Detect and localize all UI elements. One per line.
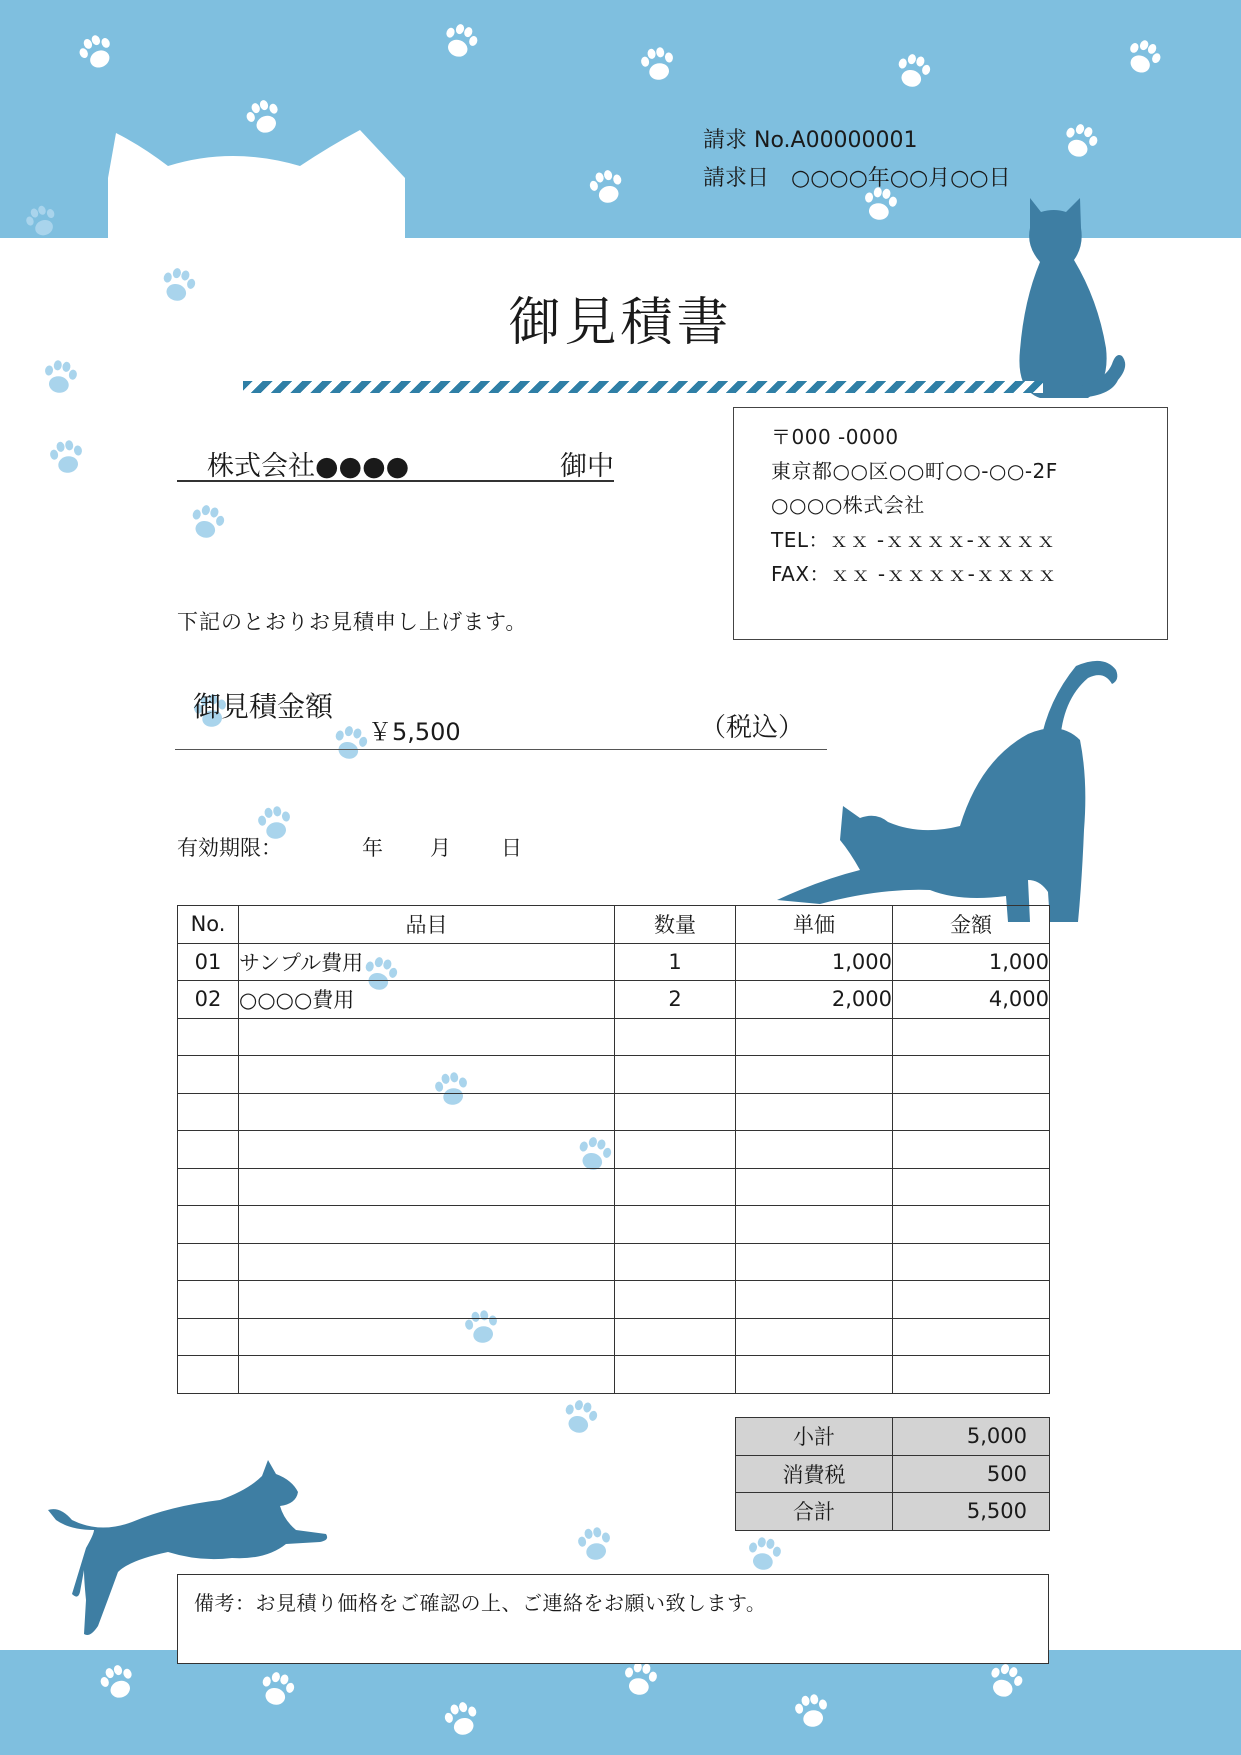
cell-qty (615, 1318, 736, 1356)
cell-item (239, 1356, 615, 1394)
summary-row-total (736, 1493, 1050, 1531)
subtotal-value: 5,000 (893, 1418, 1050, 1456)
cell-amount: 4,000 (893, 981, 1050, 1019)
table-row (178, 943, 1050, 981)
cell-unit-price: 2,000 (736, 981, 893, 1019)
cell-qty (615, 1281, 736, 1319)
table-row (178, 1318, 1050, 1356)
cell-no (178, 1168, 239, 1206)
cell-unit-price (736, 1168, 893, 1206)
table-row (178, 1281, 1050, 1319)
tax-value: 500 (893, 1455, 1050, 1493)
cell-no (178, 1318, 239, 1356)
cell-item (239, 1018, 615, 1056)
validity-label: 有効期限： (177, 836, 282, 860)
cell-qty (615, 1356, 736, 1394)
table-row (178, 1056, 1050, 1094)
cell-amount (893, 1056, 1050, 1094)
cell-amount (893, 1168, 1050, 1206)
cell-amount (893, 1018, 1050, 1056)
cell-qty (615, 1243, 736, 1281)
cell-no (178, 1356, 239, 1394)
cell-qty (615, 1168, 736, 1206)
estimate-total-amount: ￥5,500 (368, 718, 461, 746)
cell-unit-price (736, 1206, 893, 1244)
cell-unit-price (736, 1093, 893, 1131)
validity-day: 日 (501, 836, 522, 860)
items-table (177, 905, 1050, 1394)
cell-qty (615, 1056, 736, 1094)
cell-qty (615, 1131, 736, 1169)
cell-no (178, 1093, 239, 1131)
cell-item (239, 1168, 615, 1206)
table-row (178, 1356, 1050, 1394)
table-row (178, 1093, 1050, 1131)
cell-no: 01 (178, 943, 239, 981)
subtotal-label: 小計 (736, 1418, 893, 1456)
page-title: 御見積書 (508, 293, 733, 353)
paw-print-icon (97, 1660, 1026, 1738)
cell-amount (893, 1318, 1050, 1356)
cell-qty: 2 (615, 981, 736, 1019)
lead-text: 下記のとおりお見積申し上げます。 (177, 610, 528, 634)
sender-postal: 〒000 -0000 (771, 425, 899, 449)
title-stripe-divider (243, 381, 1043, 393)
cat-head-icon (108, 130, 405, 240)
cell-no (178, 1206, 239, 1244)
column-header: 金額 (893, 906, 1050, 944)
cell-amount (893, 1281, 1050, 1319)
cell-no (178, 1056, 239, 1094)
table-row (178, 1243, 1050, 1281)
cell-item (239, 1131, 615, 1169)
cell-unit-price (736, 1281, 893, 1319)
table-row (178, 981, 1050, 1019)
cell-amount (893, 1206, 1050, 1244)
cell-unit-price: 1,000 (736, 943, 893, 981)
cell-unit-price (736, 1243, 893, 1281)
cell-item (239, 1093, 615, 1131)
table-row (178, 1206, 1050, 1244)
total-label: 合計 (736, 1493, 893, 1531)
sender-tel: TEL：ｘｘ -ｘｘｘｘ-ｘｘｘｘ (771, 528, 1057, 552)
estimate-tax-note: （税込） (700, 713, 805, 743)
cell-qty (615, 1093, 736, 1131)
estimate-total-underline (175, 749, 827, 750)
validity-month: 月 (430, 836, 451, 860)
cell-amount (893, 1243, 1050, 1281)
invoice-number: 請求 No.A00000001 (703, 128, 918, 153)
cell-item (239, 1318, 615, 1356)
cell-amount: 1,000 (893, 943, 1050, 981)
cell-no (178, 1243, 239, 1281)
column-header: 数量 (615, 906, 736, 944)
summary-row-subtotal (736, 1418, 1050, 1456)
summary-row-tax (736, 1455, 1050, 1493)
client-line (177, 440, 614, 482)
validity-row (177, 832, 522, 862)
cell-no: 02 (178, 981, 239, 1019)
cell-item (239, 1243, 615, 1281)
table-row (178, 1131, 1050, 1169)
cell-item (239, 1206, 615, 1244)
validity-year: 年 (362, 836, 383, 860)
client-honorific: 御中 (560, 451, 614, 482)
sender-fax: FAX：ｘｘ -ｘｘｘｘ-ｘｘｘｘ (771, 562, 1058, 586)
cell-no (178, 1281, 239, 1319)
sender-address-box (733, 407, 1168, 640)
cell-qty: 1 (615, 943, 736, 981)
cell-amount (893, 1356, 1050, 1394)
cell-item: サンプル費用 (239, 943, 615, 981)
cell-item (239, 1281, 615, 1319)
estimate-total-label: 御見積金額 (193, 690, 334, 723)
cell-unit-price (736, 1018, 893, 1056)
cell-item: ○○○○費用 (239, 981, 615, 1019)
cell-no (178, 1131, 239, 1169)
column-header: 品目 (239, 906, 615, 944)
cell-no (178, 1018, 239, 1056)
cell-qty (615, 1018, 736, 1056)
notes-box (177, 1574, 1049, 1664)
cell-item (239, 1056, 615, 1094)
cell-unit-price (736, 1318, 893, 1356)
column-header: No. (178, 906, 239, 944)
total-value: 5,500 (893, 1493, 1050, 1531)
table-row (178, 1168, 1050, 1206)
sender-address: 東京都○○区○○町○○-○○-2F (771, 459, 1058, 483)
cell-amount (893, 1131, 1050, 1169)
cell-unit-price (736, 1356, 893, 1394)
table-row (178, 1018, 1050, 1056)
sender-company: ○○○○株式会社 (771, 493, 925, 517)
cell-amount (893, 1093, 1050, 1131)
cell-qty (615, 1206, 736, 1244)
cell-unit-price (736, 1056, 893, 1094)
tax-label: 消費税 (736, 1455, 893, 1493)
client-name: 株式会社●●●● (207, 451, 410, 482)
invoice-date: 請求日 ○○○○年○○月○○日 (703, 166, 1011, 191)
column-header: 単価 (736, 906, 893, 944)
summary-table (735, 1417, 1050, 1531)
table-header-row (178, 906, 1050, 944)
cell-unit-price (736, 1131, 893, 1169)
stretching-cat-icon (777, 661, 1117, 922)
notes-text: 備考：お見積り価格をご確認の上、ご連絡をお願い致します。 (194, 1591, 767, 1615)
